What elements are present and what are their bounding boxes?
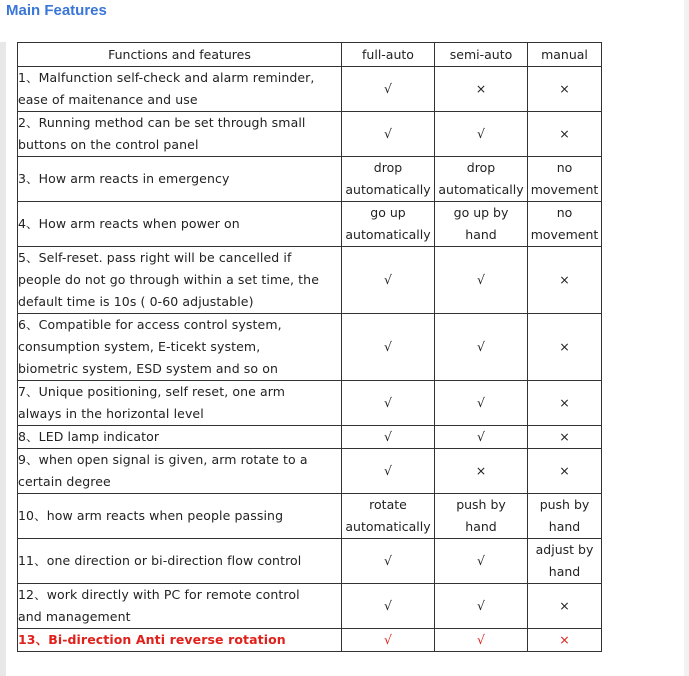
table-row — [18, 112, 602, 157]
feature-line: people do not go through within a set time, the — [18, 272, 319, 287]
check-icon: √ — [477, 632, 485, 647]
full-auto-cell — [342, 381, 435, 426]
cross-icon: × — [559, 272, 570, 287]
check-icon: √ — [384, 339, 392, 354]
check-icon: √ — [384, 126, 392, 141]
feature-line: 10、how arm reacts when people passing — [18, 508, 284, 523]
page-title: Main Features — [6, 2, 107, 19]
feature-cell — [18, 247, 342, 314]
features-table — [17, 42, 602, 652]
semi-auto-cell — [435, 629, 528, 652]
full-auto-cell — [342, 157, 435, 202]
feature-line: 7、Unique positioning, self reset, one arm — [18, 384, 286, 399]
check-icon: √ — [384, 81, 392, 96]
feature-cell — [18, 449, 342, 494]
cross-icon: × — [559, 339, 570, 354]
cell-line: hand — [548, 564, 581, 579]
table-row — [18, 314, 602, 381]
full-auto-cell — [342, 247, 435, 314]
feature-cell — [18, 539, 342, 584]
check-icon: √ — [477, 339, 485, 354]
manual-cell — [528, 449, 602, 494]
check-icon: √ — [384, 429, 392, 444]
semi-auto-cell — [435, 494, 528, 539]
feature-cell — [18, 381, 342, 426]
feature-line: and management — [18, 609, 131, 624]
semi-auto-cell — [435, 449, 528, 494]
cell-line: automatically — [438, 182, 524, 197]
semi-auto-cell — [435, 247, 528, 314]
table-row — [18, 584, 602, 629]
full-auto-cell — [342, 494, 435, 539]
semi-auto-cell — [435, 539, 528, 584]
cell-line: automatically — [345, 227, 431, 242]
check-icon: √ — [384, 553, 392, 568]
table-row — [18, 494, 602, 539]
check-icon: √ — [477, 429, 485, 444]
full-auto-cell — [342, 629, 435, 652]
check-icon: √ — [477, 126, 485, 141]
table-row — [18, 202, 602, 247]
cross-icon: × — [559, 395, 570, 410]
feature-cell — [18, 67, 342, 112]
full-auto-cell — [342, 202, 435, 247]
table-header-row — [18, 43, 602, 67]
table-row-highlighted — [18, 629, 602, 652]
semi-auto-cell — [435, 112, 528, 157]
check-icon: √ — [384, 463, 392, 478]
cross-icon: × — [475, 463, 487, 478]
table-row — [18, 67, 602, 112]
cell-line: automatically — [345, 182, 431, 197]
check-icon: √ — [477, 395, 485, 410]
cell-line: go up by — [453, 205, 509, 220]
manual-cell — [528, 314, 602, 381]
semi-auto-cell — [435, 426, 528, 449]
semi-auto-cell — [435, 584, 528, 629]
feature-line: 8、LED lamp indicator — [18, 429, 160, 444]
left-gutter — [0, 42, 6, 676]
cell-line: drop — [466, 160, 496, 175]
feature-line: biometric system, ESD system and so on — [18, 361, 279, 376]
manual-cell — [528, 539, 602, 584]
table-row — [18, 157, 602, 202]
header-functions: Functions and features — [18, 43, 342, 67]
feature-cell — [18, 314, 342, 381]
feature-line: 11、one direction or bi-direction flow control — [18, 553, 302, 568]
manual-cell — [528, 112, 602, 157]
full-auto-cell — [342, 539, 435, 584]
semi-auto-cell — [435, 202, 528, 247]
feature-line: always in the horizontal level — [18, 406, 204, 421]
feature-line: 6、Compatible for access control system, — [18, 317, 282, 332]
full-auto-cell — [342, 112, 435, 157]
cell-line: rotate — [369, 497, 407, 512]
feature-line: certain degree — [18, 474, 111, 489]
table-row — [18, 381, 602, 426]
manual-cell — [528, 381, 602, 426]
feature-cell — [18, 629, 342, 652]
manual-cell — [528, 67, 602, 112]
cross-icon: × — [559, 126, 570, 141]
cell-line: go up — [370, 205, 406, 220]
cross-icon: × — [475, 81, 487, 96]
cross-icon: × — [559, 598, 570, 613]
feature-cell — [18, 584, 342, 629]
cell-line: automatically — [345, 519, 431, 534]
feature-line: 5、Self-reset. pass right will be cancelled if — [18, 250, 292, 265]
header-manual: manual — [528, 43, 602, 67]
manual-cell — [528, 247, 602, 314]
feature-cell — [18, 202, 342, 247]
full-auto-cell — [342, 67, 435, 112]
semi-auto-cell — [435, 381, 528, 426]
feature-cell — [18, 157, 342, 202]
full-auto-cell — [342, 314, 435, 381]
check-icon: √ — [477, 553, 485, 568]
manual-cell — [528, 584, 602, 629]
cross-icon: × — [559, 81, 570, 96]
table-row — [18, 426, 602, 449]
feature-cell — [18, 426, 342, 449]
cross-icon: × — [559, 632, 570, 647]
semi-auto-cell — [435, 67, 528, 112]
cross-icon: × — [559, 429, 570, 444]
feature-line: buttons on the control panel — [18, 137, 199, 152]
header-semi-auto: semi-auto — [435, 43, 528, 67]
feature-line: 4、How arm reacts when power on — [18, 216, 240, 231]
table-row — [18, 539, 602, 584]
full-auto-cell — [342, 449, 435, 494]
feature-line: default time is 10s ( 0-60 adjustable) — [18, 294, 254, 309]
check-icon: √ — [384, 632, 392, 647]
manual-cell — [528, 629, 602, 652]
cell-line: hand — [465, 227, 497, 242]
full-auto-cell — [342, 426, 435, 449]
check-icon: √ — [384, 598, 392, 613]
cell-line: movement — [530, 182, 599, 197]
feature-cell — [18, 494, 342, 539]
feature-line: 9、when open signal is given, arm rotate to a — [18, 452, 308, 467]
header-full-auto: full-auto — [342, 43, 435, 67]
feature-cell — [18, 112, 342, 157]
cell-line: hand — [548, 519, 581, 534]
feature-line: 1、Malfunction self-check and alarm reminder, — [18, 70, 315, 85]
manual-cell — [528, 426, 602, 449]
cell-line: no — [556, 205, 573, 220]
feature-line: 3、How arm reacts in emergency — [18, 171, 230, 186]
check-icon: √ — [384, 395, 392, 410]
check-icon: √ — [477, 272, 485, 287]
feature-line: 13、Bi-direction Anti reverse rotation — [18, 632, 286, 647]
cross-icon: × — [559, 463, 570, 478]
right-gutter — [684, 0, 689, 676]
feature-line: consumption system, E-ticekt system, — [18, 339, 261, 354]
cell-line: no — [556, 160, 573, 175]
manual-cell — [528, 202, 602, 247]
cell-line: push by — [539, 497, 590, 512]
cell-line: adjust by — [535, 542, 594, 557]
feature-line: ease of maitenance and use — [18, 92, 198, 107]
manual-cell — [528, 494, 602, 539]
cell-line: hand — [465, 519, 497, 534]
table-row — [18, 247, 602, 314]
semi-auto-cell — [435, 314, 528, 381]
feature-line: 2、Running method can be set through small — [18, 115, 306, 130]
cell-line: movement — [530, 227, 599, 242]
semi-auto-cell — [435, 157, 528, 202]
manual-cell — [528, 157, 602, 202]
full-auto-cell — [342, 584, 435, 629]
check-icon: √ — [477, 598, 485, 613]
feature-line: 12、work directly with PC for remote control — [18, 587, 300, 602]
table-row — [18, 449, 602, 494]
cell-line: drop — [373, 160, 403, 175]
check-icon: √ — [384, 272, 392, 287]
cell-line: push by — [456, 497, 506, 512]
